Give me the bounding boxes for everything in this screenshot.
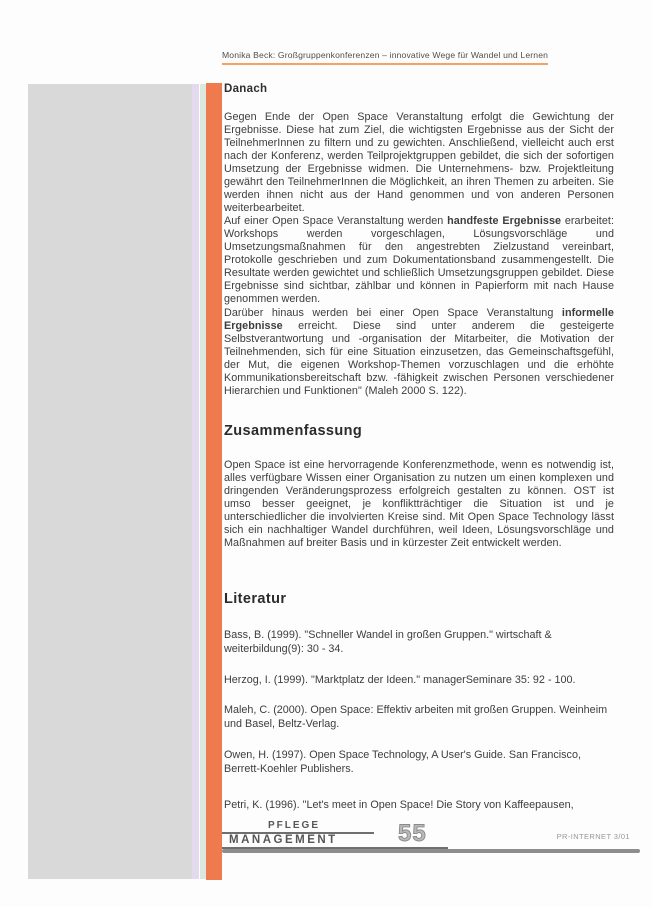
reference-item-bass: Bass, B. (1999). "Schneller Wandel in großen Gruppen." wirtschaft & weiterbildung(9): 30 - 34. xyxy=(224,629,552,655)
section-heading-literatur: Literatur xyxy=(224,591,287,607)
reference-item-maleh: Maleh, C. (2000). Open Space: Effektiv arbeiten mit großen Gruppen. Weinheim und Basel, Beltz-Verlag. xyxy=(224,704,608,730)
paragraph-text: erarbeitet: Workshops werden vorgeschlagen, Lösungsvorschläge und Umsetzungsmaßnahmen für den angestrebten Zielzustand vereinbart, Protokolle geschrieben und zum Dokumentationsband zusammengestellt. Die Resultate werden gewichtet und schließlich Umsetzungsgruppen gebildet. Diese Ergebnisse sind sichtbar, zählbar und können in Papierform mit nach Hause genommen werden. xyxy=(224,215,615,305)
reference-item-petri: Petri, K. (1996). "Let's meet in Open Space! Die Story von Kaffeepausen, xyxy=(224,799,574,811)
bold-emphasis-informelle: informelle Ergebnisse xyxy=(224,307,614,332)
paragraph-handfeste-ergebnisse xyxy=(224,215,614,306)
logo-pflege-text: PFLEGE xyxy=(222,820,374,834)
left-margin-panel xyxy=(28,84,192,879)
orange-accent-bar xyxy=(206,83,222,880)
logo-management-text: MANAGEMENT xyxy=(222,834,448,849)
section-heading-danach: Danach xyxy=(224,83,268,95)
reference-item-herzog: Herzog, I. (1999). "Marktplatz der Ideen." managerSeminare 35: 92 - 100. xyxy=(224,674,576,686)
section-heading-zusammenfassung: Zusammenfassung xyxy=(224,423,363,439)
paragraph-text: Auf einer Open Space Veranstaltung werden xyxy=(224,215,448,227)
paragraph-ergebnisse: Gegen Ende der Open Space Veranstaltung erfolgt die Gewichtung der Ergebnisse. Diese hat zum Ziel, die wichtigsten Ergebnisse aus der Sicht der TeilnehmerInnen zu filtern und zu gewichten. Anschließend, vielleicht auch erst nach der Konferenz, werden Teilprojektgruppen gebildet, die sich der sofortigen Umsetzung der Ergebnisse widmen. Die Unternehmens- bzw. Projektleitung gewährt den TeilnehmerInnen die Möglichkeit, an ihren Themen zu arbeiten. Sie werden ihnen nicht aus der Hand genommen und von anderen Personen weiterbearbeitet. xyxy=(224,111,614,214)
issue-label: PR-INTERNET 3/01 xyxy=(556,832,630,841)
lavender-strip xyxy=(192,84,199,879)
bold-emphasis-handfeste: handfeste Ergebnisse xyxy=(447,215,562,227)
page-number: 55 xyxy=(398,820,427,847)
running-header: Monika Beck: Großgruppenkonferenzen – innovative Wege für Wandel und Lernen xyxy=(222,50,548,65)
paragraph-text: Darüber hinaus werden bei einer Open Space Veranstaltung xyxy=(224,307,562,319)
footer-rule xyxy=(222,849,640,853)
reference-item-owen: Owen, H. (1997). Open Space Technology, A User's Guide. San Francisco, Berrett-Koehler Publishers. xyxy=(224,749,581,775)
paragraph-text: erreicht. Diese sind unter anderem die gesteigerte Selbstverantwortung und -organisation der Mitarbeiter, die Motivation der Teilnehmenden, sich für eine Situation einzusetzen, das Gemeinschaftsgefühl, der Mut, die eigenen Workshop-Themen vorzuschlagen und die erhöhte Kommunikationsbereitschaft bzw. -fähigkeit zwischen Personen verschiedener Hierarchien und Funktionen" (Maleh 2000 S. 122). xyxy=(224,320,614,397)
paragraph-informelle-ergebnisse xyxy=(224,307,614,398)
paragraph-zusammenfassung: Open Space ist eine hervorragende Konferenzmethode, wenn es notwendig ist, alles verfügbare Wissen einer Organisation zu nutzen um einen komplexen und dringenden Veränderungsprozess erfolgreich gestalten zu können. OST ist umso besser geeignet, je konfliktträchtiger die Situation ist und je unterschiedlicher die involvierten Kreise sind. Mit Open Space Technology lässt sich ein nachhaltiger Wandel durchführen, weil Ideen, Lösungsvorschläge und Maßnahmen auf breiter Basis und in kürzester Zeit entwickelt werden. xyxy=(224,459,614,549)
